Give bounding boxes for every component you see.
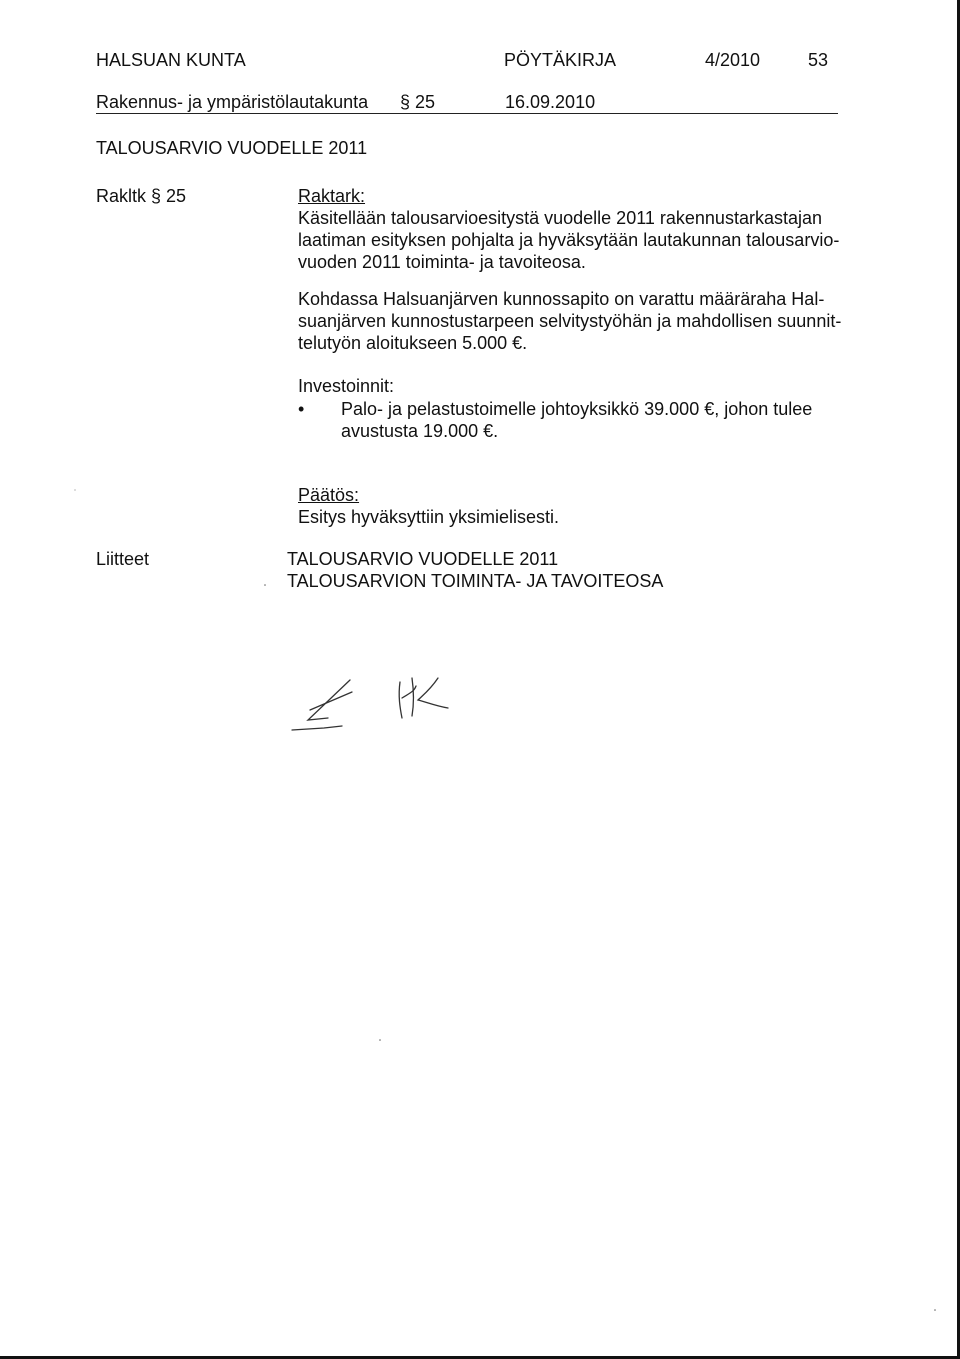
paragraph-line: telutyön aloitukseen 5.000 €. [298, 333, 528, 353]
proposal-line: laatiman esityksen pohjalta ja hyväksytään lautakunnan talousarvio- [298, 230, 840, 250]
decision-text: Esitys hyväksyttiin yksimielisesti. [298, 507, 560, 527]
decision-heading: Päätös: [298, 485, 360, 505]
investment-line: avustusta 19.000 €. [341, 421, 499, 441]
investment-line: Palo- ja pelastustoimelle johtoyksikkö 39.000 €, johon tulee [341, 399, 813, 419]
proposal-line: Käsitellään talousarvioesitystä vuodelle 2011 rakennustarkastajan [298, 208, 822, 228]
proposal-line: vuoden 2011 toiminta- ja tavoiteosa. [298, 252, 586, 272]
document-type: PÖYTÄKIRJA [504, 50, 617, 70]
attachment-item: TALOUSARVIO VUODELLE 2011 [287, 549, 559, 569]
document-number: 4/2010 [705, 50, 761, 70]
paragraph-line: Kohdassa Halsuanjärven kunnossapito on varattu määräraha Hal- [298, 289, 825, 309]
attachments-label: Liitteet [96, 549, 150, 569]
investment-bullet: • [298, 399, 305, 419]
meeting-date: 16.09.2010 [505, 92, 596, 112]
committee-name: Rakennus- ja ympäristölautakunta [96, 92, 369, 112]
section-number: § 25 [400, 92, 436, 112]
item-reference: Rakltk § 25 [96, 186, 187, 206]
proposal-heading: Raktark: [298, 186, 366, 206]
investments-heading: Investoinnit: [298, 376, 395, 396]
page-number: 53 [808, 50, 829, 70]
attachment-item: TALOUSARVION TOIMINTA- JA TAVOITEOSA [287, 571, 664, 591]
municipality-name: HALSUAN KUNTA [96, 50, 246, 70]
paragraph-line: suanjärven kunnostustarpeen selvitystyöhän ja mahdollisen suunnit- [298, 311, 842, 331]
page-title: TALOUSARVIO VUODELLE 2011 [96, 138, 368, 158]
